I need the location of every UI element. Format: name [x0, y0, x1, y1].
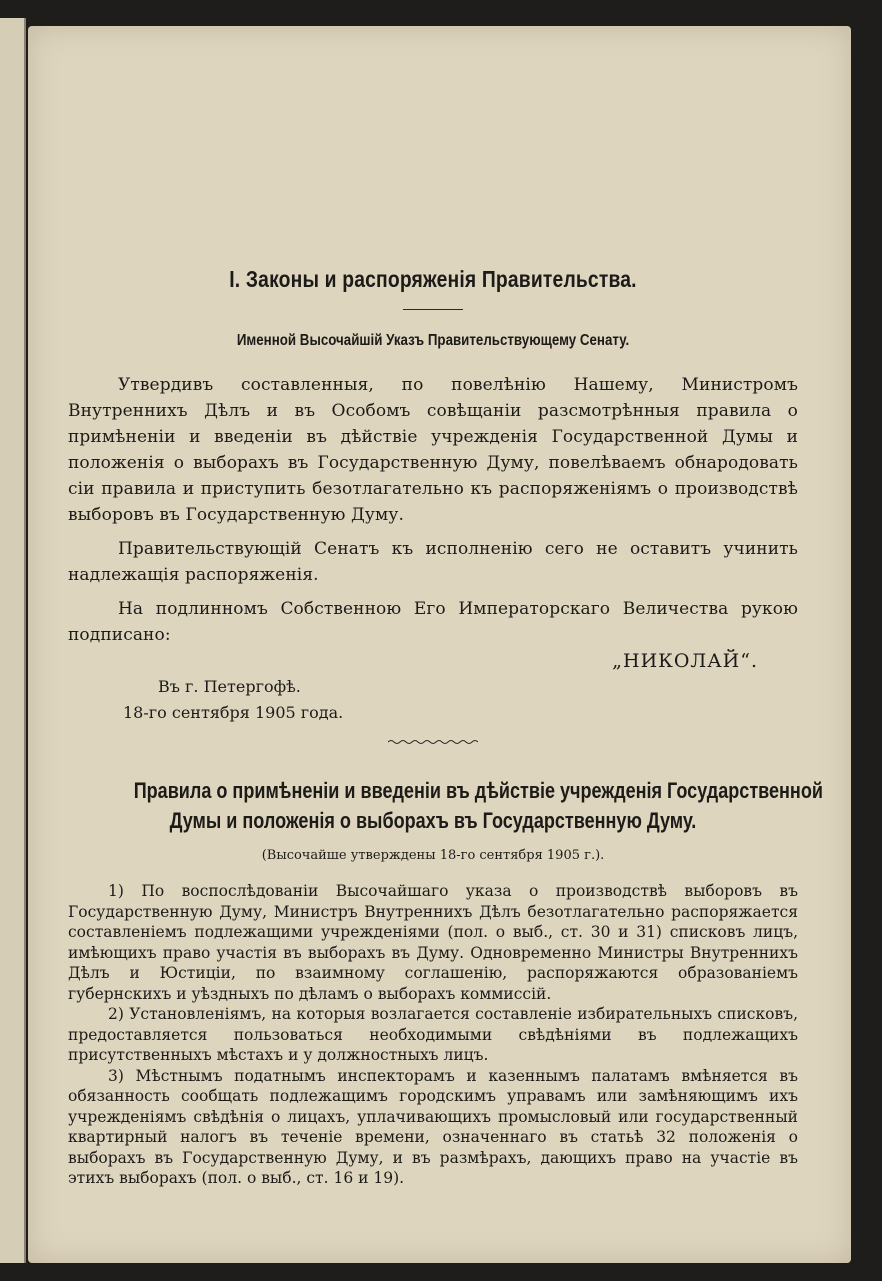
rules-title — [133, 776, 823, 836]
decree-title: Именной Высочайшій Указъ Правительствующему Сенату. — [236, 332, 630, 349]
rules-title-line-2: Думы и положенія о выборахъ въ Государственную Думу. — [169, 808, 697, 833]
section-title: I. Законы и распоряженія Правительства. — [229, 266, 637, 292]
date: 18-го сентября 1905 года. — [123, 703, 344, 722]
signed-note: На подлинномъ Собственною Его Императорскаго Величества рукою подписано: — [68, 599, 798, 645]
place: Въ г. Петергофѣ. — [158, 677, 301, 696]
rule-paragraph-1: 1) По воспослѣдованіи Высочайшаго указа о производствѣ выборовъ въ Государственную Думу, Министръ Внутреннихъ Дѣлъ безотлагательно распоряжается составленіемъ подлежащими учрежденіями (пол. о выб., ст. 30 и 31) списковъ лицъ, имѣющихъ право участія въ выборахъ въ Думу. Одновременно Министры Внутреннихъ Дѣлъ и Юстиціи, по взаимному соглашенію, распоряжаются образованіемъ губернскихъ и уѣздныхъ по дѣламъ о выборахъ коммиссій. — [68, 882, 798, 1003]
page-content — [68, 266, 823, 1189]
document-page — [28, 26, 851, 1263]
rule-paragraph-2: 2) Установленіямъ, на которыя возлагается составленіе избирательныхъ списковъ, предоставляется пользоваться необходимыми свѣдѣніями въ подлежащихъ присутственныхъ мѣстахъ и у должностныхъ лицъ. — [68, 1005, 798, 1064]
rules-title-line-1: Правила о примѣненіи и введеніи въ дѣйствіе учрежденія Государственной — [133, 778, 823, 803]
decree-paragraph-2: Правительствующій Сенатъ къ исполненію сего не оставитъ учинить надлежащія распоряженія. — [68, 539, 798, 585]
approved-note: (Высочайше утверждены 18-го сентября 1905 г.). — [261, 848, 605, 863]
wavy-divider — [388, 738, 478, 746]
title-rule — [403, 309, 463, 310]
decree-paragraph-1: Утвердивъ составленныя, по повелѣнію Нашему, Министромъ Внутреннихъ Дѣлъ и въ Особомъ совѣщаніи разсмотрѣнныя правила о примѣненіи и введеніи въ дѣйствіе учрежденія Государственной Думы и положенія о выборахъ въ Государственную Думу, повелѣваемъ обнародовать сіи правила и приступить безотлагательно къ распоряженіямъ о производствѣ выборовъ въ Государственную Думу. — [68, 375, 798, 525]
adjacent-page-edge — [0, 18, 26, 1263]
signature: „НИКОЛАЙ“. — [612, 650, 758, 672]
rule-paragraph-3: 3) Мѣстнымъ податнымъ инспекторамъ и казеннымъ палатамъ вмѣняется въ обязанность сообщать подлежащимъ городскимъ управамъ или замѣняющимъ ихъ учрежденіямъ свѣдѣнія о лицахъ, уплачивающихъ промысловый или государственный квартирный налогъ въ теченіе времени, означеннаго въ статьѣ 32 положенія о выборахъ въ Государственную Думу, и въ размѣрахъ, дающихъ право на участіе въ этихъ выборахъ (пол. о выб., ст. 16 и 19). — [68, 1066, 798, 1187]
